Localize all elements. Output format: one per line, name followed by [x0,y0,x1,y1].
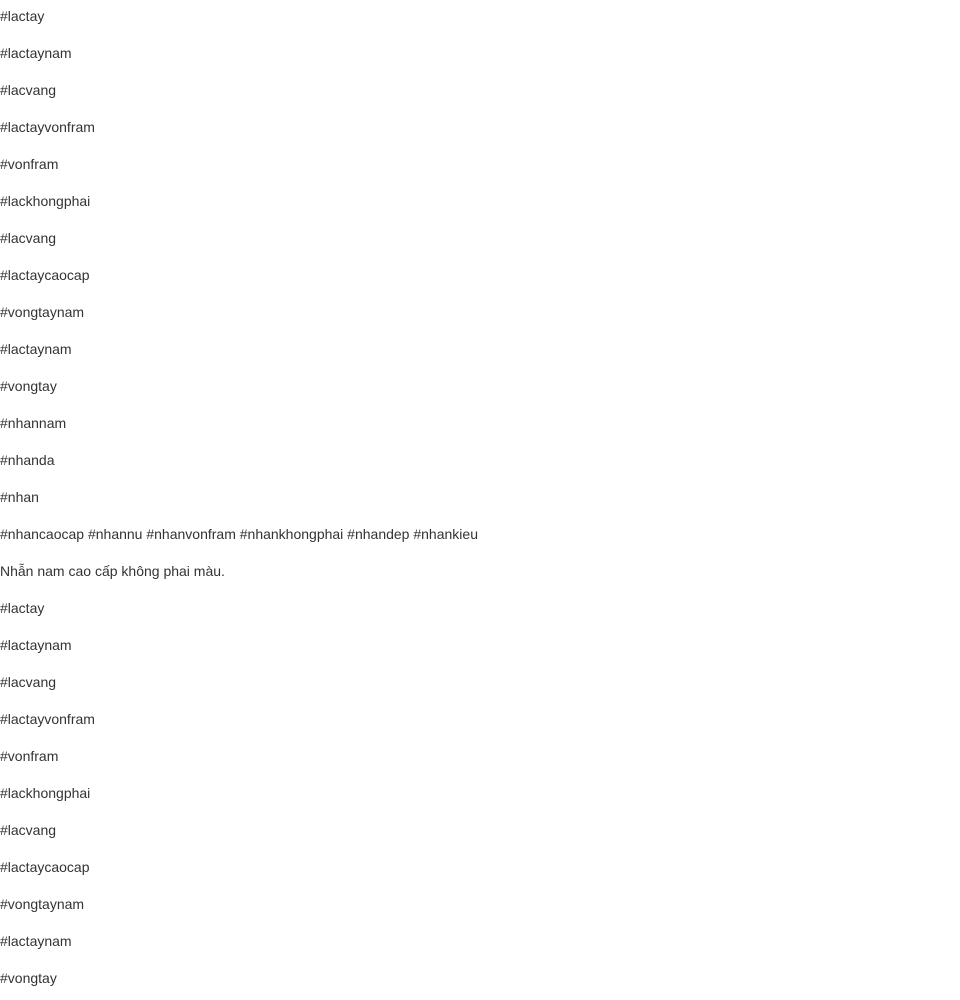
hashtag-line: #nhanda [0,452,55,468]
hashtag-line: #vonfram [0,748,59,764]
hashtag-line: #lactaynam [0,341,72,357]
hashtag-line: #lacvang [0,82,57,98]
hashtag-line: #vongtaynam [0,896,85,912]
hashtag-line: #lackhongphai [0,785,91,801]
hashtag-line: #nhan [0,489,39,505]
hashtag-line: #nhannam [0,415,67,431]
hashtag-line: #vonfram [0,156,59,172]
hashtag-line: #lackhongphai [0,193,91,209]
hashtag-line: #lactayvonfram [0,711,95,727]
hashtag-line: #lactayvonfram [0,119,95,135]
hashtag-line: #vongtay [0,970,57,986]
hashtag-line: #lactaycaocap [0,859,90,875]
hashtag-line: #lactaynam [0,933,72,949]
hashtag-line: #lactaycaocap [0,267,90,283]
caption-text: Nhẫn nam cao cấp không phai màu. [0,563,225,579]
hashtag-line: #lacvang [0,674,57,690]
hashtag-line: #lacvang [0,230,57,246]
hashtag-line: #lactay [0,8,45,24]
hashtag-line: #lacvang [0,822,57,838]
hashtag-line: #vongtaynam [0,304,85,320]
hashtag-group-line: #nhancaocap #nhannu #nhanvonfram #nhankhongphai #nhandep #nhankieu [0,526,478,542]
hashtag-line: #lactay [0,600,45,616]
hashtag-line: #lactaynam [0,45,72,61]
hashtag-line: #vongtay [0,378,57,394]
hashtag-line: #lactaynam [0,637,72,653]
